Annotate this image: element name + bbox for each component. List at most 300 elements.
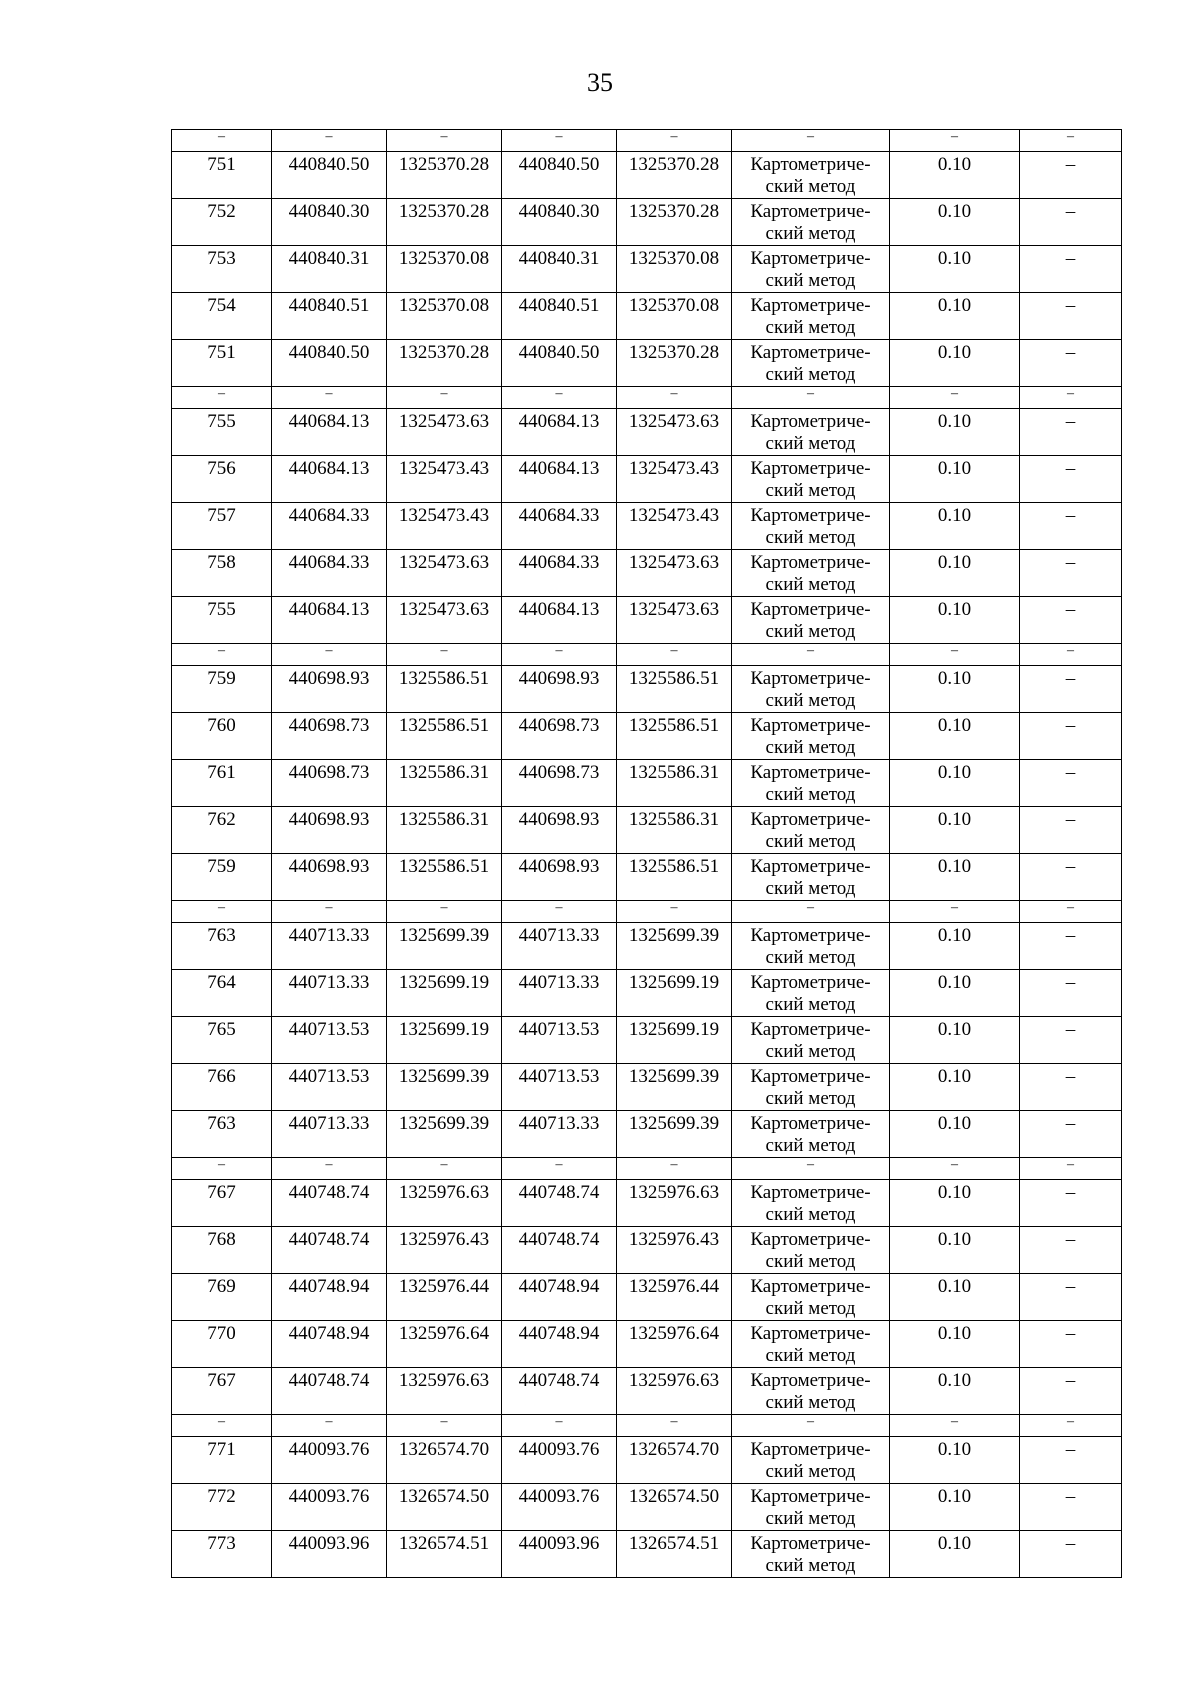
method-line-2: ский метод [765, 1041, 856, 1062]
x-coordinate-cell: 440093.96 [502, 1531, 617, 1578]
x-coordinate-cell: 440684.13 [502, 597, 617, 644]
separator-row [172, 387, 1122, 409]
method-line-2: ский метод [765, 1461, 856, 1482]
table-body [172, 130, 1122, 1578]
x-coordinate-cell: 440698.73 [502, 760, 617, 807]
separator-dash-cell: – [502, 387, 617, 409]
method-line-2: ский метод [765, 621, 856, 642]
separator-dash-cell: – [172, 644, 272, 666]
method-line-1: Картометриче- [750, 925, 871, 946]
page-number: 35 [587, 68, 613, 97]
separator-dash-cell: – [732, 1415, 890, 1437]
separator-dash-cell: – [272, 387, 387, 409]
accuracy-cell: 0.10 [890, 550, 1020, 597]
y-coordinate-cell: 1325370.28 [617, 340, 732, 387]
x-coordinate-cell: 440093.96 [272, 1531, 387, 1578]
method-line-1: Картометриче- [750, 1533, 871, 1554]
y-coordinate-cell: 1325976.64 [387, 1321, 502, 1368]
separator-dash-cell: – [732, 644, 890, 666]
separator-dash-cell: – [387, 901, 502, 923]
method-cell [732, 1111, 890, 1158]
note-cell: – [1020, 1064, 1122, 1111]
separator-dash-cell: – [617, 901, 732, 923]
y-coordinate-cell: 1325473.43 [387, 456, 502, 503]
x-coordinate-cell: 440840.31 [272, 246, 387, 293]
separator-dash-cell: – [890, 1415, 1020, 1437]
method-line-1: Картометриче- [750, 411, 871, 432]
method-line-2: ский метод [765, 831, 856, 852]
accuracy-cell: 0.10 [890, 1274, 1020, 1321]
method-line-2: ский метод [765, 1555, 856, 1576]
method-line-2: ский метод [765, 1251, 856, 1272]
separator-dash-cell: – [617, 1415, 732, 1437]
note-cell: – [1020, 1111, 1122, 1158]
table-row [172, 713, 1122, 760]
accuracy-cell: 0.10 [890, 713, 1020, 760]
method-line-1: Картометриче- [750, 1486, 871, 1507]
method-line-2: ский метод [765, 1345, 856, 1366]
y-coordinate-cell: 1325699.19 [387, 970, 502, 1017]
point-number-cell: 769 [172, 1274, 272, 1321]
method-line-1: Картометриче- [750, 1182, 871, 1203]
method-cell [732, 503, 890, 550]
x-coordinate-cell: 440684.13 [272, 597, 387, 644]
method-line-1: Картометриче- [750, 342, 871, 363]
y-coordinate-cell: 1325473.63 [387, 550, 502, 597]
table-row [172, 1321, 1122, 1368]
note-cell: – [1020, 456, 1122, 503]
y-coordinate-cell: 1325586.51 [387, 854, 502, 901]
accuracy-cell: 0.10 [890, 246, 1020, 293]
y-coordinate-cell: 1325699.19 [617, 1017, 732, 1064]
y-coordinate-cell: 1325699.39 [387, 923, 502, 970]
method-line-1: Картометриче- [750, 505, 871, 526]
note-cell: – [1020, 1227, 1122, 1274]
method-cell [732, 1484, 890, 1531]
x-coordinate-cell: 440748.94 [502, 1321, 617, 1368]
table-row [172, 246, 1122, 293]
separator-dash-cell: – [1020, 1158, 1122, 1180]
point-number-cell: 751 [172, 152, 272, 199]
point-number-cell: 763 [172, 923, 272, 970]
point-number-cell: 764 [172, 970, 272, 1017]
separator-dash-cell: – [732, 1158, 890, 1180]
separator-row [172, 1158, 1122, 1180]
table-row [172, 970, 1122, 1017]
table-row [172, 1484, 1122, 1531]
table-row [172, 1017, 1122, 1064]
separator-dash-cell: – [890, 901, 1020, 923]
y-coordinate-cell: 1325370.08 [617, 293, 732, 340]
note-cell: – [1020, 1484, 1122, 1531]
method-line-1: Картометриче- [750, 668, 871, 689]
separator-dash-cell: – [387, 644, 502, 666]
x-coordinate-cell: 440840.30 [502, 199, 617, 246]
y-coordinate-cell: 1325370.28 [387, 340, 502, 387]
separator-dash-cell: – [732, 387, 890, 409]
separator-dash-cell: – [890, 1158, 1020, 1180]
separator-dash-cell: – [617, 130, 732, 152]
x-coordinate-cell: 440684.33 [272, 503, 387, 550]
note-cell: – [1020, 597, 1122, 644]
accuracy-cell: 0.10 [890, 597, 1020, 644]
table-row [172, 854, 1122, 901]
y-coordinate-cell: 1326574.51 [617, 1531, 732, 1578]
x-coordinate-cell: 440840.50 [502, 152, 617, 199]
note-cell: – [1020, 1531, 1122, 1578]
method-cell [732, 1531, 890, 1578]
point-number-cell: 767 [172, 1368, 272, 1415]
y-coordinate-cell: 1325586.51 [617, 666, 732, 713]
method-line-1: Картометриче- [750, 1439, 871, 1460]
separator-dash-cell: – [272, 1158, 387, 1180]
x-coordinate-cell: 440748.74 [502, 1227, 617, 1274]
method-line-2: ский метод [765, 527, 856, 548]
note-cell: – [1020, 854, 1122, 901]
separator-dash-cell: – [502, 1415, 617, 1437]
note-cell: – [1020, 503, 1122, 550]
x-coordinate-cell: 440698.93 [502, 807, 617, 854]
separator-dash-cell: – [172, 901, 272, 923]
point-number-cell: 751 [172, 340, 272, 387]
method-cell [732, 970, 890, 1017]
method-line-1: Картометриче- [750, 599, 871, 620]
method-line-1: Картометриче- [750, 1019, 871, 1040]
method-line-2: ский метод [765, 1135, 856, 1156]
x-coordinate-cell: 440684.33 [502, 503, 617, 550]
x-coordinate-cell: 440840.50 [272, 152, 387, 199]
x-coordinate-cell: 440684.33 [272, 550, 387, 597]
separator-dash-cell: – [502, 901, 617, 923]
table-row [172, 597, 1122, 644]
separator-dash-cell: – [1020, 387, 1122, 409]
x-coordinate-cell: 440684.13 [272, 409, 387, 456]
separator-row [172, 644, 1122, 666]
table-row [172, 1437, 1122, 1484]
x-coordinate-cell: 440713.33 [272, 970, 387, 1017]
method-line-2: ский метод [765, 1088, 856, 1109]
accuracy-cell: 0.10 [890, 1437, 1020, 1484]
table-row [172, 666, 1122, 713]
method-cell [732, 760, 890, 807]
y-coordinate-cell: 1325370.08 [387, 246, 502, 293]
method-line-1: Картометриче- [750, 1066, 871, 1087]
y-coordinate-cell: 1325586.31 [387, 807, 502, 854]
separator-dash-cell: – [890, 387, 1020, 409]
x-coordinate-cell: 440698.73 [272, 713, 387, 760]
separator-dash-cell: – [172, 387, 272, 409]
method-line-2: ский метод [765, 270, 856, 291]
y-coordinate-cell: 1325586.51 [617, 713, 732, 760]
separator-dash-cell: – [617, 644, 732, 666]
accuracy-cell: 0.10 [890, 1064, 1020, 1111]
x-coordinate-cell: 440713.33 [272, 923, 387, 970]
x-coordinate-cell: 440713.53 [272, 1064, 387, 1111]
x-coordinate-cell: 440840.50 [272, 340, 387, 387]
accuracy-cell: 0.10 [890, 503, 1020, 550]
x-coordinate-cell: 440698.93 [272, 666, 387, 713]
accuracy-cell: 0.10 [890, 152, 1020, 199]
x-coordinate-cell: 440713.53 [502, 1064, 617, 1111]
accuracy-cell: 0.10 [890, 1180, 1020, 1227]
point-number-cell: 761 [172, 760, 272, 807]
y-coordinate-cell: 1325976.63 [617, 1368, 732, 1415]
y-coordinate-cell: 1325473.43 [617, 503, 732, 550]
point-number-cell: 765 [172, 1017, 272, 1064]
method-line-2: ский метод [765, 433, 856, 454]
y-coordinate-cell: 1325976.43 [617, 1227, 732, 1274]
method-line-1: Картометриче- [750, 1323, 871, 1344]
method-line-2: ский метод [765, 878, 856, 899]
y-coordinate-cell: 1325699.19 [617, 970, 732, 1017]
accuracy-cell: 0.10 [890, 409, 1020, 456]
method-cell [732, 1180, 890, 1227]
note-cell: – [1020, 550, 1122, 597]
x-coordinate-cell: 440840.50 [502, 340, 617, 387]
y-coordinate-cell: 1326574.70 [387, 1437, 502, 1484]
note-cell: – [1020, 199, 1122, 246]
point-number-cell: 771 [172, 1437, 272, 1484]
x-coordinate-cell: 440698.93 [272, 807, 387, 854]
accuracy-cell: 0.10 [890, 199, 1020, 246]
note-cell: – [1020, 1180, 1122, 1227]
note-cell: – [1020, 1368, 1122, 1415]
point-number-cell: 770 [172, 1321, 272, 1368]
method-line-2: ский метод [765, 1508, 856, 1529]
y-coordinate-cell: 1325586.31 [387, 760, 502, 807]
y-coordinate-cell: 1325699.39 [617, 1064, 732, 1111]
accuracy-cell: 0.10 [890, 666, 1020, 713]
separator-dash-cell: – [172, 1158, 272, 1180]
accuracy-cell: 0.10 [890, 854, 1020, 901]
method-cell [732, 199, 890, 246]
x-coordinate-cell: 440840.30 [272, 199, 387, 246]
method-line-2: ский метод [765, 364, 856, 385]
y-coordinate-cell: 1325586.51 [387, 713, 502, 760]
separator-dash-cell: – [272, 644, 387, 666]
accuracy-cell: 0.10 [890, 1484, 1020, 1531]
method-line-2: ский метод [765, 1392, 856, 1413]
separator-dash-cell: – [172, 130, 272, 152]
y-coordinate-cell: 1325473.63 [387, 597, 502, 644]
method-line-1: Картометриче- [750, 1113, 871, 1134]
note-cell: – [1020, 246, 1122, 293]
note-cell: – [1020, 1321, 1122, 1368]
x-coordinate-cell: 440698.73 [502, 713, 617, 760]
method-line-1: Картометриче- [750, 972, 871, 993]
point-number-cell: 752 [172, 199, 272, 246]
x-coordinate-cell: 440713.53 [502, 1017, 617, 1064]
y-coordinate-cell: 1325370.28 [387, 152, 502, 199]
coordinates-table [171, 129, 1122, 1578]
method-line-2: ский метод [765, 784, 856, 805]
method-line-1: Картометриче- [750, 154, 871, 175]
method-cell [732, 1437, 890, 1484]
x-coordinate-cell: 440093.76 [272, 1437, 387, 1484]
point-number-cell: 757 [172, 503, 272, 550]
method-cell [732, 1227, 890, 1274]
separator-dash-cell: – [272, 901, 387, 923]
y-coordinate-cell: 1325699.39 [617, 923, 732, 970]
separator-dash-cell: – [1020, 901, 1122, 923]
x-coordinate-cell: 440684.13 [272, 456, 387, 503]
x-coordinate-cell: 440840.51 [272, 293, 387, 340]
method-cell [732, 293, 890, 340]
point-number-cell: 773 [172, 1531, 272, 1578]
accuracy-cell: 0.10 [890, 1017, 1020, 1064]
point-number-cell: 759 [172, 666, 272, 713]
separator-dash-cell: – [502, 130, 617, 152]
method-line-1: Картометриче- [750, 1276, 871, 1297]
y-coordinate-cell: 1325586.31 [617, 807, 732, 854]
y-coordinate-cell: 1325370.08 [617, 246, 732, 293]
x-coordinate-cell: 440713.33 [502, 923, 617, 970]
method-line-2: ский метод [765, 574, 856, 595]
method-line-1: Картометриче- [750, 201, 871, 222]
x-coordinate-cell: 440748.94 [502, 1274, 617, 1321]
method-line-1: Картометриче- [750, 762, 871, 783]
note-cell: – [1020, 970, 1122, 1017]
x-coordinate-cell: 440093.76 [502, 1484, 617, 1531]
method-cell [732, 854, 890, 901]
accuracy-cell: 0.10 [890, 807, 1020, 854]
table-row [172, 923, 1122, 970]
method-cell [732, 1274, 890, 1321]
accuracy-cell: 0.10 [890, 970, 1020, 1017]
method-line-2: ский метод [765, 947, 856, 968]
method-cell [732, 1017, 890, 1064]
y-coordinate-cell: 1325586.51 [617, 854, 732, 901]
y-coordinate-cell: 1325699.39 [387, 1064, 502, 1111]
x-coordinate-cell: 440684.13 [502, 409, 617, 456]
y-coordinate-cell: 1325370.08 [387, 293, 502, 340]
separator-row [172, 130, 1122, 152]
point-number-cell: 755 [172, 409, 272, 456]
separator-dash-cell: – [890, 644, 1020, 666]
table-row [172, 503, 1122, 550]
x-coordinate-cell: 440698.93 [272, 854, 387, 901]
method-line-2: ский метод [765, 480, 856, 501]
method-cell [732, 1368, 890, 1415]
point-number-cell: 753 [172, 246, 272, 293]
point-number-cell: 755 [172, 597, 272, 644]
table-row [172, 293, 1122, 340]
point-number-cell: 772 [172, 1484, 272, 1531]
x-coordinate-cell: 440698.93 [502, 854, 617, 901]
point-number-cell: 759 [172, 854, 272, 901]
x-coordinate-cell: 440713.33 [502, 970, 617, 1017]
table-row [172, 456, 1122, 503]
accuracy-cell: 0.10 [890, 1227, 1020, 1274]
method-line-1: Картометриче- [750, 809, 871, 830]
method-line-2: ский метод [765, 1298, 856, 1319]
y-coordinate-cell: 1325586.51 [387, 666, 502, 713]
method-cell [732, 1321, 890, 1368]
separator-row [172, 901, 1122, 923]
method-cell [732, 666, 890, 713]
method-line-2: ский метод [765, 690, 856, 711]
note-cell: – [1020, 1437, 1122, 1484]
point-number-cell: 758 [172, 550, 272, 597]
method-cell [732, 340, 890, 387]
table-row [172, 1180, 1122, 1227]
method-cell [732, 923, 890, 970]
x-coordinate-cell: 440840.51 [502, 293, 617, 340]
accuracy-cell: 0.10 [890, 340, 1020, 387]
y-coordinate-cell: 1325473.63 [617, 409, 732, 456]
method-cell [732, 152, 890, 199]
y-coordinate-cell: 1325976.44 [617, 1274, 732, 1321]
x-coordinate-cell: 440748.74 [272, 1227, 387, 1274]
point-number-cell: 768 [172, 1227, 272, 1274]
x-coordinate-cell: 440713.33 [272, 1111, 387, 1158]
table-row [172, 550, 1122, 597]
accuracy-cell: 0.10 [890, 1111, 1020, 1158]
separator-dash-cell: – [1020, 1415, 1122, 1437]
method-cell [732, 1064, 890, 1111]
separator-dash-cell: – [387, 130, 502, 152]
method-line-2: ский метод [765, 176, 856, 197]
y-coordinate-cell: 1325699.39 [387, 1111, 502, 1158]
y-coordinate-cell: 1325370.28 [617, 152, 732, 199]
x-coordinate-cell: 440840.31 [502, 246, 617, 293]
accuracy-cell: 0.10 [890, 1531, 1020, 1578]
note-cell: – [1020, 1274, 1122, 1321]
table-row [172, 1368, 1122, 1415]
method-line-1: Картометриче- [750, 856, 871, 877]
note-cell: – [1020, 760, 1122, 807]
table-row [172, 807, 1122, 854]
note-cell: – [1020, 923, 1122, 970]
table-row [172, 340, 1122, 387]
y-coordinate-cell: 1325473.63 [387, 409, 502, 456]
accuracy-cell: 0.10 [890, 760, 1020, 807]
method-cell [732, 713, 890, 760]
method-line-1: Картометриче- [750, 295, 871, 316]
y-coordinate-cell: 1326574.50 [387, 1484, 502, 1531]
y-coordinate-cell: 1325370.28 [617, 199, 732, 246]
x-coordinate-cell: 440748.94 [272, 1274, 387, 1321]
table-row [172, 760, 1122, 807]
point-number-cell: 766 [172, 1064, 272, 1111]
point-number-cell: 760 [172, 713, 272, 760]
x-coordinate-cell: 440698.93 [502, 666, 617, 713]
note-cell: – [1020, 713, 1122, 760]
point-number-cell: 762 [172, 807, 272, 854]
method-cell [732, 807, 890, 854]
note-cell: – [1020, 409, 1122, 456]
accuracy-cell: 0.10 [890, 1321, 1020, 1368]
x-coordinate-cell: 440698.73 [272, 760, 387, 807]
note-cell: – [1020, 340, 1122, 387]
y-coordinate-cell: 1325473.43 [387, 503, 502, 550]
method-cell [732, 456, 890, 503]
x-coordinate-cell: 440713.53 [272, 1017, 387, 1064]
accuracy-cell: 0.10 [890, 923, 1020, 970]
method-line-1: Картометриче- [750, 1370, 871, 1391]
y-coordinate-cell: 1325976.63 [387, 1368, 502, 1415]
note-cell: – [1020, 666, 1122, 713]
separator-dash-cell: – [272, 1415, 387, 1437]
method-line-2: ский метод [765, 994, 856, 1015]
note-cell: – [1020, 1017, 1122, 1064]
x-coordinate-cell: 440713.33 [502, 1111, 617, 1158]
y-coordinate-cell: 1325976.64 [617, 1321, 732, 1368]
y-coordinate-cell: 1325976.63 [617, 1180, 732, 1227]
separator-dash-cell: – [732, 901, 890, 923]
y-coordinate-cell: 1325976.43 [387, 1227, 502, 1274]
method-line-2: ский метод [765, 317, 856, 338]
